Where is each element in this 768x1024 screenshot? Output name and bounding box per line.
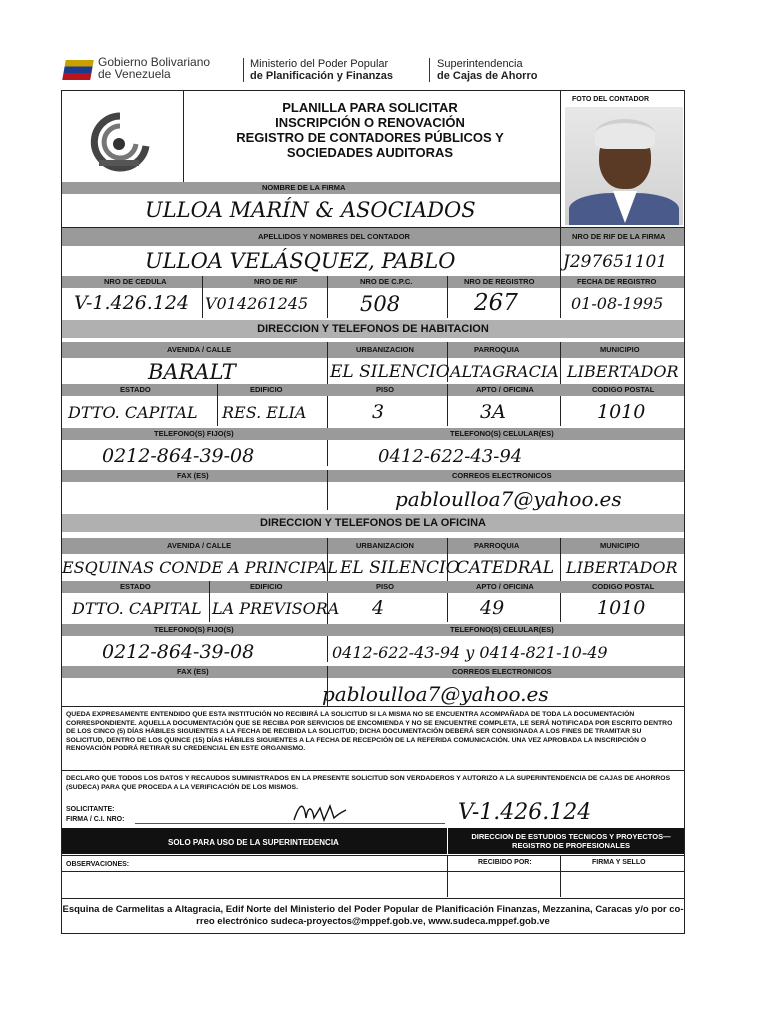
ofi-celular-value[interactable]: 0412-622-43-94 y 0414-821-10-49	[332, 643, 608, 662]
sup-line1: Superintendencia	[437, 58, 523, 70]
oficina-title: DIRECCION Y TELEFONOS DE LA OFICINA	[62, 514, 684, 532]
hab-celular-value[interactable]: 0412-622-43-94	[378, 446, 523, 467]
gob-line2: de Venezuela	[98, 67, 171, 81]
sup-line2: de Cajas de Ahorro	[437, 70, 538, 82]
min-line1: Ministerio del Poder Popular	[250, 58, 389, 70]
gob-line1: Gobierno Bolivariano	[98, 55, 211, 69]
footer-address: Esquina de Carmelitas a Altagracia, Edif Norte del Ministerio del Poder Popular de Planificación Finanzas, Mezzanina, Caracas y/o por co- rreo electrónico sudeca-proyectos@mppef.gob.ve, www.sudeca.mppef.gob.ve	[61, 898, 685, 934]
direccion-estudios-label: DIRECCION DE ESTUDIOS TECNICOS Y PROYECTOS— REGISTRO DE PROFESIONALES	[471, 832, 671, 850]
contador-value[interactable]: ULLOA VELÁSQUEZ, PABLO	[145, 249, 456, 273]
superintendencia-text	[437, 58, 537, 82]
legal-notice: QUEDA EXPRESAMENTE ENTENDIDO QUE ESTA INSTITUCIÓN NO RECIBIRÁ LA SOLICITUD SI LA MISMA NO SE ENCUENTRA ACOMPAÑADA DE TODA LA DOCUMENTACIÓN CORRESPONDIENTE. AQUELLA DOCUMENTACIÓN QUE SE RECIBA POR SERVICIOS DE ENCOMIENDA Y NO SE ENCUENTRE COMPLETA, LE SERÁ NOTIFICADA POR ESCRITO DENTRO DE LOS CINCO (5) DÍAS HÁBILES SIGUIENTES A LA FECHA DE RECIBIDA LA SOLICITUD; DICHA DOCUMENTACIÓN DEBERÁ SER CONSIGNADA A LOS FINES DE TRAMITAR SU SOLICITUD, DENTRO DE LOS QUINCE (15) DÍAS HÁBILES SIGUIENTES A LA FECHA DE RECEPCIÓN DE LA REFERIDA COMUNICACIÓN. UNA VEZ APROBADA LA INSCRIPCIÓN O RENOVACIÓN PODRÁ RETIRAR SU CREDENCIAL EN ESTE ORGANISMO.	[66, 711, 673, 753]
office-use-label: SOLO PARA USO DE LA SUPERINTEDENCIA	[168, 838, 339, 847]
firma-ci-label: FIRMA / C.I. NRO:	[66, 816, 125, 823]
hab-municipio-value[interactable]: LIBERTADOR	[567, 362, 679, 381]
firma-label: NOMBRE DE LA FIRMA	[262, 183, 346, 192]
hab-urbanizacion-value[interactable]: EL SILENCIO	[330, 362, 450, 382]
solicitante-label: SOLICITANTE:	[66, 806, 115, 813]
header-divider	[429, 58, 430, 82]
photo-label: FOTO DEL CONTADOR	[572, 96, 649, 103]
fecha-label: FECHA DE REGISTRO	[577, 277, 657, 286]
form-title: PLANILLA PARA SOLICITAR INSCRIPCIÓN O RENOVACIÓN REGISTRO DE CONTADORES PÚBLICOS Y SOCIEDADES AUDITORAS	[236, 100, 504, 160]
ofi-municipio-value[interactable]: LIBERTADOR	[566, 558, 678, 577]
flag-icon	[62, 60, 94, 80]
registro-value[interactable]: 267	[474, 290, 518, 316]
fecha-value[interactable]: 01-08-1995	[571, 294, 664, 313]
header-divider	[243, 58, 244, 82]
cedula-label: NRO DE CEDULA	[104, 277, 167, 286]
firma-value[interactable]: ULLOA MARÍN & ASOCIADOS	[145, 198, 476, 222]
hab-postal-value[interactable]: 1010	[597, 401, 646, 423]
rif-value[interactable]: V014261245	[205, 294, 309, 313]
hab-estado-value[interactable]: DTTO. CAPITAL	[68, 403, 198, 422]
habitacion-title: DIRECCION Y TELEFONOS DE HABITACION	[62, 320, 684, 338]
hab-parroquia-value[interactable]: ALTAGRACIA	[450, 362, 559, 381]
min-line2: de Planificación y Finanzas	[250, 70, 394, 82]
ofi-parroquia-value[interactable]: CATEDRAL	[456, 558, 555, 578]
recibido-label: RECIBIDO POR:	[478, 859, 532, 866]
sudeca-emblem-icon	[85, 112, 155, 172]
hab-fijo-value[interactable]: 0212-864-39-08	[102, 445, 255, 467]
hab-piso-value[interactable]: 3	[372, 401, 385, 423]
observaciones-label: OBSERVACIONES:	[66, 861, 130, 868]
ofi-edificio-value[interactable]: LA PREVISORA	[212, 599, 340, 618]
hab-avenida-value[interactable]: BARALT	[148, 360, 236, 384]
ofi-fijo-value[interactable]: 0212-864-39-08	[102, 641, 255, 663]
hab-correo-value[interactable]: pabloulloa7@yahoo.es	[395, 487, 622, 511]
ofi-apto-value[interactable]: 49	[480, 597, 505, 619]
rif-firma-label: NRO DE RIF DE LA FIRMA	[572, 232, 666, 241]
gobierno-text	[98, 56, 210, 80]
rif-firma-value[interactable]: J297651101	[563, 252, 668, 272]
ministerio-text	[250, 58, 393, 82]
hab-apto-value[interactable]: 3A	[480, 401, 506, 423]
ofi-urbanizacion-value[interactable]: EL SILENCIO	[340, 558, 460, 578]
ci-value[interactable]: V-1.426.124	[458, 800, 592, 825]
ofi-piso-value[interactable]: 4	[372, 597, 385, 619]
registro-label: NRO DE REGISTRO	[464, 277, 535, 286]
gobierno-logo	[64, 56, 244, 84]
signature-icon	[290, 798, 350, 826]
cedula-value[interactable]: V-1.426.124	[74, 292, 190, 314]
ofi-postal-value[interactable]: 1010	[597, 597, 646, 619]
ofi-estado-value[interactable]: DTTO. CAPITAL	[72, 599, 202, 618]
cpc-value[interactable]: 508	[360, 292, 401, 316]
rif-label: NRO DE RIF	[254, 277, 298, 286]
hab-edificio-value[interactable]: RES. ELIA	[222, 403, 307, 422]
contador-photo	[565, 107, 683, 225]
ofi-avenida-value[interactable]: ESQUINAS CONDE A PRINCIPAL	[62, 558, 338, 577]
ofi-correo-value[interactable]: pabloulloa7@yahoo.es	[322, 682, 549, 706]
contador-label: APELLIDOS Y NOMBRES DEL CONTADOR	[258, 232, 410, 241]
firma-sello-label: FIRMA Y SELLO	[592, 859, 646, 866]
cpc-label: NRO DE C.P.C.	[360, 277, 413, 286]
declaration: DECLARO QUE TODOS LOS DATOS Y RECAUDOS SUMINISTRADOS EN LA PRESENTE SOLICITUD SON VERDADEROS Y AUTORIZO A LA SUPERINTENDENCIA DE CAJAS DE AHORROS (SUDECA) PARA QUE PROCEDA A LA VERIFICACIÓN DE LOS MISMOS.	[66, 775, 671, 791]
